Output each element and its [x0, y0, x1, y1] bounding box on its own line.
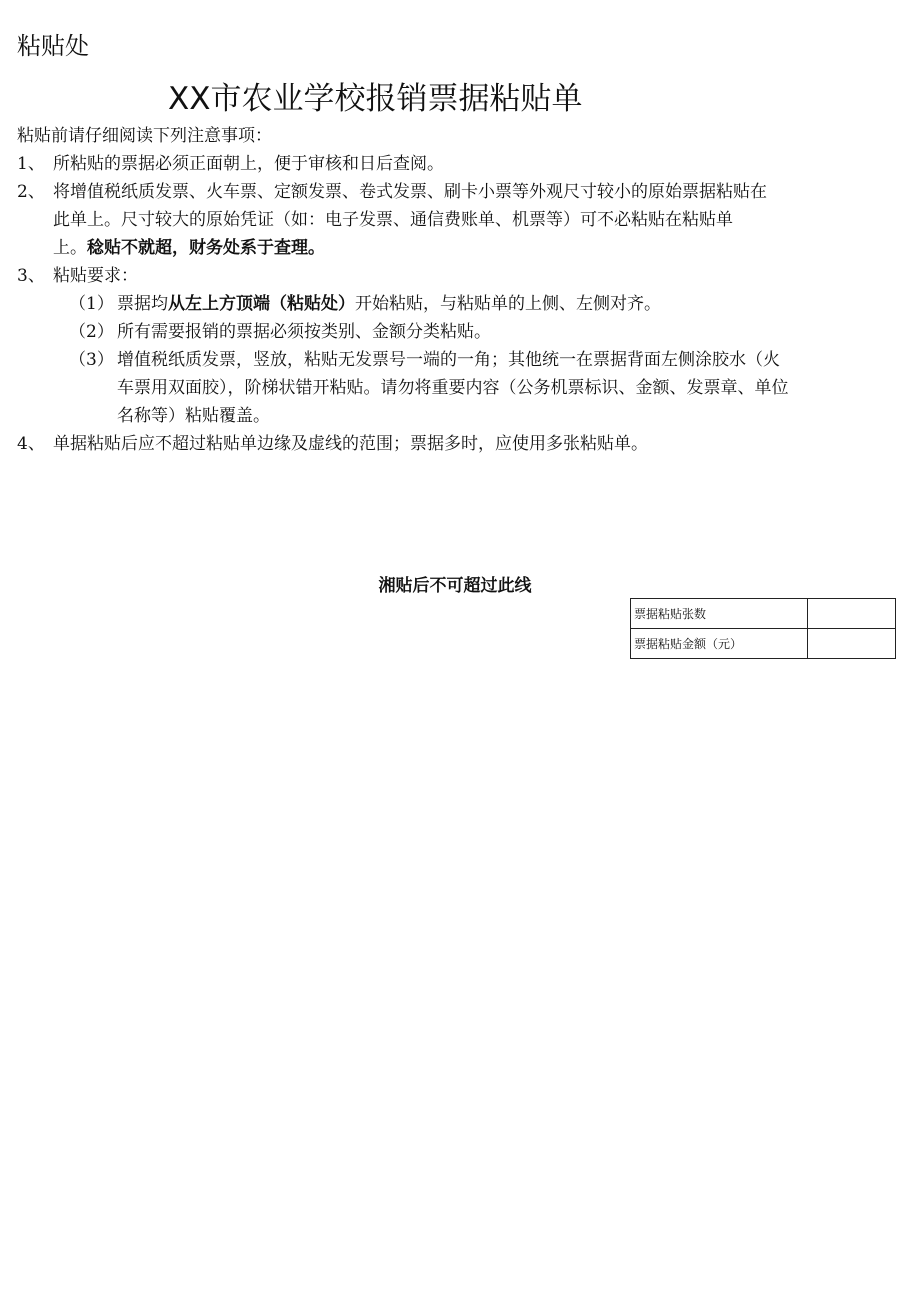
- instruction-text: 所粘贴的票据必须正面朝上，便于审核和日后查阅。: [53, 154, 444, 174]
- paste-area-label: 粘贴处: [17, 32, 89, 60]
- receipt-amount-field[interactable]: [808, 629, 896, 659]
- instruction-item-4: [17, 430, 907, 458]
- instruction-text: 粘贴要求：: [53, 266, 138, 286]
- requirement-text-plain: 票据均: [117, 294, 168, 314]
- instruction-number: 4、: [17, 434, 45, 454]
- instruction-text: [53, 234, 907, 262]
- requirement-1: [17, 290, 907, 318]
- instruction-item-3: [17, 262, 907, 290]
- requirement-text: 所有需要报销的票据必须按类别、金额分类粘贴。: [117, 322, 491, 342]
- requirement-text: 增值税纸质发票，竖放，粘贴无发票号一端的一角；其他统一在票据背面左侧涂胶水（火: [117, 350, 780, 370]
- instructions: [17, 122, 907, 458]
- instruction-text: 此单上。尺寸较大的原始凭证（如：电子发票、通信费账单、机票等）可不必粘贴在粘贴单: [53, 210, 733, 230]
- requirement-3: [17, 346, 907, 430]
- requirement-text-plain: 开始粘贴，与粘贴单的上侧、左侧对齐。: [355, 294, 661, 314]
- instruction-number: 1、: [17, 154, 45, 174]
- instructions-intro: 粘贴前请仔细阅读下列注意事项：: [17, 126, 272, 146]
- instruction-number: 3、: [17, 266, 45, 286]
- requirement-number: （3）: [69, 350, 114, 370]
- table-row: [631, 629, 896, 659]
- table-row: [631, 599, 896, 629]
- instruction-text: 将增值税纸质发票、火车票、定额发票、卷式发票、刷卡小票等外观尺寸较小的原始票据粘贴在: [53, 182, 767, 202]
- requirement-2: [17, 318, 907, 346]
- document-title: XX市农业学校报销票据粘贴单: [168, 81, 583, 117]
- requirement-text: 车票用双面胶），阶梯状错开粘贴。请勿将重要内容（公务机票标识、金额、发票章、单位: [117, 378, 789, 398]
- requirement-text-bold: 从左上方顶端（粘贴处）: [168, 294, 355, 314]
- summary-table: [630, 598, 896, 659]
- instruction-number: 2、: [17, 182, 45, 202]
- instruction-text-plain: 上。: [53, 238, 87, 258]
- paste-limit-line-label: 湘贴后不可超过此线: [378, 576, 532, 596]
- instruction-text: 单据粘贴后应不超过粘贴单边缘及虚线的范围；票据多时，应使用多张粘贴单。: [53, 434, 648, 454]
- instruction-text-bold: 稔贴不就超，财务处系于查理。: [87, 238, 325, 258]
- requirement-number: （2）: [69, 322, 114, 342]
- requirement-text: 名称等）粘贴覆盖。: [117, 406, 270, 426]
- table-cell-label: 票据粘贴金额（元）: [631, 629, 808, 659]
- table-cell-label: 票据粘贴张数: [631, 599, 808, 629]
- receipt-count-field[interactable]: [808, 599, 896, 629]
- instruction-item-1: [17, 150, 907, 178]
- requirement-text: [117, 290, 907, 318]
- requirement-number: （1）: [69, 294, 114, 314]
- instruction-item-2: [17, 178, 907, 262]
